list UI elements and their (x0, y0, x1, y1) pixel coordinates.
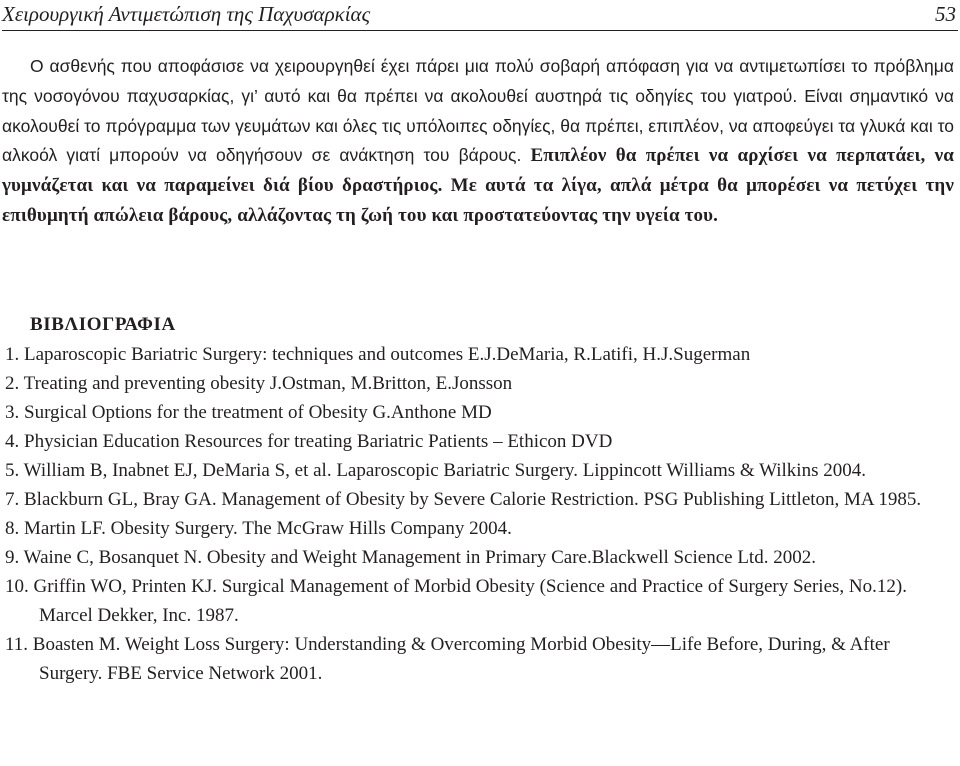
page-number: 53 (935, 2, 956, 26)
body-paragraph (2, 52, 954, 231)
bibliography-entry: 9. Waine C, Bosanquet N. Obesity and Weight Management in Primary Care.Blackwell Science Ltd. 2002. (5, 547, 816, 568)
bibliography-entry: 7. Blackburn GL, Bray GA. Management of Obesity by Severe Calorie Restriction. PSG Publishing Littleton, MA 1985. (5, 489, 922, 510)
bibliography-entry: 4. Physician Education Resources for treating Bariatric Patients – Ethicon DVD (5, 431, 613, 452)
page-header (2, 2, 958, 31)
body-text-bold: Επιπλέον θα πρέπει να αρχίσει να περπατάει, να γυμνάζεται και να παραμείνει διά βίου δραστήριος. Με αυτά τα λίγα, απλά μέτρα θα μπορέσει να πετύχει την επιθυμητή απώλεια βάρους, αλλάζοντας τη ζωή του και προστατεύοντας την υγεία του. (2, 145, 954, 226)
bibliography-entry: 1. Laparoscopic Bariatric Surgery: techniques and outcomes E.J.DeMaria, R.Latifi, H.J.Sugerman (5, 344, 751, 365)
body-text-normal: Ο ασθενής που αποφάσισε να χειρουργηθεί έχει πάρει μια πολύ σοβαρή απόφαση για να αντιμετωπίσει το πρόβλημα της νοσογόνου παχυσαρκίας, γι’ αυτό και θα πρέπει να ακολουθεί αυστηρά τις οδηγίες του γιατρού. Είναι σημαντικό να ακολουθεί το πρόγραμμα των γευμάτων και όλες τις υπόλοιπες οδηγίες, θα πρέπει, επιπλέον, να αποφεύγει τα γλυκά και το αλκοόλ γιατί μπορούν να οδηγήσουν σε ανάκτηση του βάρους. (2, 56, 954, 166)
bibliography-heading: ΒΙΒΛΙΟΓΡΑΦΙΑ (30, 314, 176, 335)
bibliography-entry: 5. William B, Inabnet EJ, DeMaria S, et al. Laparoscopic Bariatric Surgery. Lippincott Williams & Wilkins 2004. (5, 460, 866, 481)
bibliography-entry: 8. Martin LF. Obesity Surgery. The McGraw Hills Company 2004. (5, 518, 512, 539)
bibliography-list (5, 340, 955, 688)
bibliography-entry: 3. Surgical Options for the treatment of Obesity G.Anthone MD (5, 402, 492, 423)
bibliography-entry: 10. Griffin WO, Printen KJ. Surgical Management of Morbid Obesity (Science and Practice of Surgery Series, No.12). Marcel Dekker, Inc. 1987. (5, 576, 907, 626)
bibliography-entry: 2. Treating and preventing obesity J.Ostman, M.Britton, E.Jonsson (5, 373, 513, 394)
bibliography-entry: 11. Boasten M. Weight Loss Surgery: Understanding & Overcoming Morbid Obesity—Life Before, During, & After Surgery. FBE Service Network 2001. (5, 634, 890, 684)
running-title: Χειρουργική Αντιμετώπιση της Παχυσαρκίας (2, 2, 371, 26)
